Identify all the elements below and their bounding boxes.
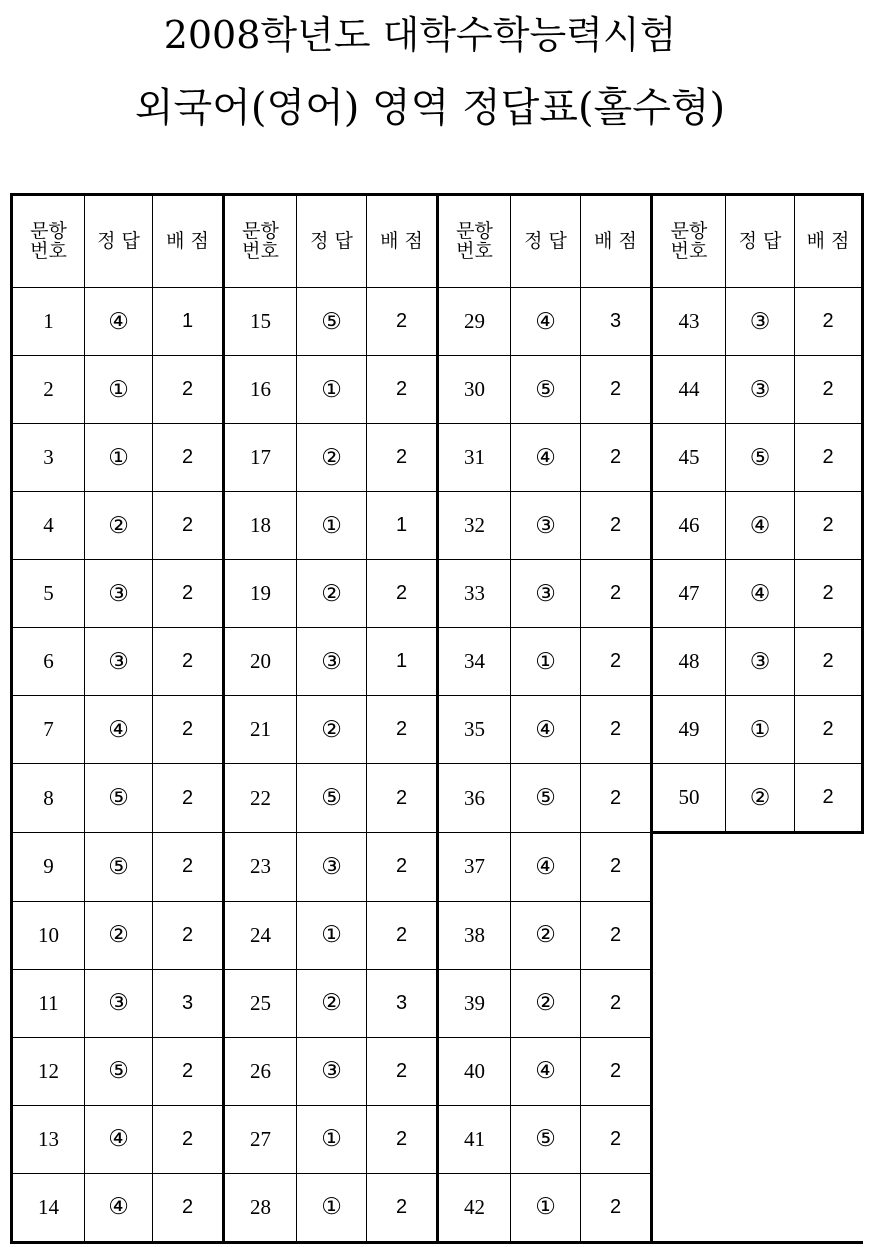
header-number-bottom: 번호	[242, 239, 279, 262]
points-cell: 2	[153, 628, 224, 696]
question-number: 4	[12, 492, 85, 560]
table-row	[12, 696, 863, 764]
answer-cell: ③	[85, 628, 153, 696]
answer-cell: ②	[511, 969, 581, 1037]
answer-cell: ①	[297, 492, 367, 560]
answer-cell: ①	[726, 696, 795, 764]
empty-cell	[652, 1173, 726, 1242]
question-number: 2	[12, 356, 85, 424]
question-number: 42	[438, 1173, 511, 1242]
points-cell: 2	[795, 560, 863, 628]
answer-cell: ②	[297, 696, 367, 764]
points-cell: 2	[153, 1105, 224, 1173]
points-cell: 2	[795, 764, 863, 833]
table-row	[12, 1037, 863, 1105]
question-number: 37	[438, 833, 511, 902]
points-cell: 3	[153, 969, 224, 1037]
points-cell: 2	[581, 696, 652, 764]
table-row	[12, 764, 863, 833]
answer-cell: ⑤	[297, 288, 367, 356]
answer-cell: ①	[297, 901, 367, 969]
table-row	[12, 969, 863, 1037]
empty-cell	[795, 1173, 863, 1242]
header-question-number	[652, 195, 726, 288]
page-title: 2008학년도 대학수학능력시험	[163, 13, 677, 57]
answer-cell: ④	[511, 424, 581, 492]
question-number: 48	[652, 628, 726, 696]
answer-cell: ③	[297, 628, 367, 696]
empty-cell	[726, 901, 795, 969]
answer-cell: ②	[297, 424, 367, 492]
question-number: 20	[224, 628, 297, 696]
empty-cell	[652, 969, 726, 1037]
points-cell: 2	[367, 696, 438, 764]
points-cell: 2	[367, 1105, 438, 1173]
answer-cell: ①	[511, 1173, 581, 1242]
header-number-bottom: 번호	[456, 239, 493, 262]
question-number: 21	[224, 696, 297, 764]
question-number: 16	[224, 356, 297, 424]
answer-cell: ①	[85, 356, 153, 424]
question-number: 10	[12, 901, 85, 969]
points-cell: 2	[581, 969, 652, 1037]
page-subtitle: 외국어(영어) 영역 정답표(홀수형)	[134, 85, 726, 131]
header-answer: 정 답	[726, 195, 795, 288]
table-row	[12, 288, 863, 356]
question-number: 5	[12, 560, 85, 628]
points-cell: 2	[581, 424, 652, 492]
answer-cell: ⑤	[297, 764, 367, 833]
empty-cell	[726, 1173, 795, 1242]
table-row	[12, 1105, 863, 1173]
points-cell: 2	[153, 901, 224, 969]
points-cell: 2	[153, 560, 224, 628]
points-cell: 2	[367, 1037, 438, 1105]
empty-cell	[795, 901, 863, 969]
header-answer: 정 답	[511, 195, 581, 288]
header-number-bottom: 번호	[30, 239, 67, 262]
question-number: 43	[652, 288, 726, 356]
question-number: 12	[12, 1037, 85, 1105]
points-cell: 1	[367, 628, 438, 696]
question-number: 32	[438, 492, 511, 560]
question-number: 24	[224, 901, 297, 969]
header-points: 배 점	[153, 195, 224, 288]
answer-cell: ③	[511, 560, 581, 628]
answer-cell: ③	[726, 356, 795, 424]
answer-cell: ⑤	[511, 1105, 581, 1173]
question-number: 38	[438, 901, 511, 969]
points-cell: 2	[367, 560, 438, 628]
header-number-top: 문항	[30, 219, 67, 242]
question-number: 34	[438, 628, 511, 696]
table-row	[12, 901, 863, 969]
points-cell: 2	[795, 492, 863, 560]
answer-cell: ⑤	[511, 356, 581, 424]
answer-cell: ④	[726, 560, 795, 628]
points-cell: 2	[153, 356, 224, 424]
points-cell: 2	[153, 424, 224, 492]
answer-cell: ④	[85, 696, 153, 764]
answer-cell: ①	[85, 424, 153, 492]
table-row	[12, 424, 863, 492]
points-cell: 2	[367, 1173, 438, 1242]
answer-cell: ④	[85, 1173, 153, 1242]
answer-cell: ③	[726, 628, 795, 696]
question-number: 50	[652, 764, 726, 833]
points-cell: 3	[581, 288, 652, 356]
points-cell: 2	[581, 1037, 652, 1105]
question-number: 19	[224, 560, 297, 628]
answer-key-table	[10, 193, 864, 1244]
points-cell: 2	[581, 492, 652, 560]
answer-cell: ④	[85, 1105, 153, 1173]
points-cell: 2	[581, 833, 652, 902]
question-number: 1	[12, 288, 85, 356]
points-cell: 2	[795, 356, 863, 424]
points-cell: 2	[367, 356, 438, 424]
question-number: 36	[438, 764, 511, 833]
points-cell: 2	[153, 764, 224, 833]
header-question-number	[224, 195, 297, 288]
points-cell: 2	[367, 764, 438, 833]
empty-cell	[795, 1037, 863, 1105]
question-number: 28	[224, 1173, 297, 1242]
question-number: 18	[224, 492, 297, 560]
question-number: 44	[652, 356, 726, 424]
empty-cell	[795, 1105, 863, 1173]
points-cell: 1	[367, 492, 438, 560]
header-row	[12, 195, 863, 288]
answer-cell: ②	[511, 901, 581, 969]
header-points: 배 점	[367, 195, 438, 288]
question-number: 30	[438, 356, 511, 424]
header-question-number	[12, 195, 85, 288]
points-cell: 2	[795, 696, 863, 764]
answer-cell: ①	[297, 1105, 367, 1173]
points-cell: 2	[795, 424, 863, 492]
empty-cell	[652, 833, 726, 902]
answer-cell: ②	[85, 901, 153, 969]
answer-cell: ②	[85, 492, 153, 560]
question-number: 17	[224, 424, 297, 492]
empty-cell	[795, 833, 863, 902]
question-number: 14	[12, 1173, 85, 1242]
table-row	[12, 1173, 863, 1242]
points-cell: 2	[153, 696, 224, 764]
points-cell: 2	[795, 288, 863, 356]
answer-cell: ④	[85, 288, 153, 356]
empty-cell	[652, 1037, 726, 1105]
question-number: 49	[652, 696, 726, 764]
points-cell: 2	[581, 628, 652, 696]
points-cell: 2	[153, 492, 224, 560]
question-number: 40	[438, 1037, 511, 1105]
points-cell: 2	[367, 424, 438, 492]
question-number: 23	[224, 833, 297, 902]
answer-cell: ③	[85, 560, 153, 628]
answer-cell: ②	[297, 969, 367, 1037]
question-number: 8	[12, 764, 85, 833]
points-cell: 2	[153, 1037, 224, 1105]
answer-cell: ②	[297, 560, 367, 628]
answer-cell: ①	[297, 1173, 367, 1242]
header-points: 배 점	[795, 195, 863, 288]
answer-cell: ④	[511, 696, 581, 764]
answer-cell: ⑤	[85, 764, 153, 833]
empty-cell	[652, 1105, 726, 1173]
empty-cell	[726, 969, 795, 1037]
question-number: 46	[652, 492, 726, 560]
empty-cell	[726, 833, 795, 902]
empty-cell	[726, 1105, 795, 1173]
header-points: 배 점	[581, 195, 652, 288]
points-cell: 2	[581, 764, 652, 833]
question-number: 13	[12, 1105, 85, 1173]
question-number: 26	[224, 1037, 297, 1105]
question-number: 11	[12, 969, 85, 1037]
empty-cell	[795, 969, 863, 1037]
question-number: 31	[438, 424, 511, 492]
answer-cell: ④	[726, 492, 795, 560]
points-cell: 2	[367, 833, 438, 902]
header-question-number	[438, 195, 511, 288]
question-number: 7	[12, 696, 85, 764]
points-cell: 1	[153, 288, 224, 356]
points-cell: 3	[367, 969, 438, 1037]
answer-cell: ④	[511, 288, 581, 356]
answer-cell: ①	[511, 628, 581, 696]
answer-cell: ⑤	[85, 1037, 153, 1105]
empty-cell	[652, 901, 726, 969]
question-number: 15	[224, 288, 297, 356]
header-number-top: 문항	[242, 219, 279, 242]
points-cell: 2	[581, 560, 652, 628]
header-number-top: 문항	[456, 219, 493, 242]
answer-cell: ①	[297, 356, 367, 424]
answer-cell: ⑤	[85, 833, 153, 902]
answer-cell: ③	[297, 833, 367, 902]
question-number: 45	[652, 424, 726, 492]
header-answer: 정 답	[297, 195, 367, 288]
points-cell: 2	[581, 901, 652, 969]
question-number: 25	[224, 969, 297, 1037]
question-number: 3	[12, 424, 85, 492]
header-number-top: 문항	[670, 219, 708, 242]
table-row	[12, 560, 863, 628]
answer-cell: ③	[726, 288, 795, 356]
question-number: 27	[224, 1105, 297, 1173]
empty-cell	[726, 1037, 795, 1105]
answer-cell: ⑤	[511, 764, 581, 833]
table-row	[12, 492, 863, 560]
answer-cell: ③	[85, 969, 153, 1037]
points-cell: 2	[367, 901, 438, 969]
points-cell: 2	[581, 356, 652, 424]
answer-cell: ⑤	[726, 424, 795, 492]
question-number: 35	[438, 696, 511, 764]
answer-cell: ②	[726, 764, 795, 833]
question-number: 29	[438, 288, 511, 356]
points-cell: 2	[367, 288, 438, 356]
answer-cell: ③	[511, 492, 581, 560]
points-cell: 2	[581, 1173, 652, 1242]
question-number: 22	[224, 764, 297, 833]
table-row	[12, 833, 863, 902]
answer-cell: ④	[511, 833, 581, 902]
points-cell: 2	[581, 1105, 652, 1173]
points-cell: 2	[153, 1173, 224, 1242]
points-cell: 2	[795, 628, 863, 696]
answer-cell: ④	[511, 1037, 581, 1105]
header-answer: 정 답	[85, 195, 153, 288]
table-row	[12, 628, 863, 696]
question-number: 33	[438, 560, 511, 628]
header-number-bottom: 번호	[670, 239, 708, 262]
question-number: 6	[12, 628, 85, 696]
question-number: 41	[438, 1105, 511, 1173]
question-number: 39	[438, 969, 511, 1037]
question-number: 9	[12, 833, 85, 902]
answer-cell: ③	[297, 1037, 367, 1105]
points-cell: 2	[153, 833, 224, 902]
question-number: 47	[652, 560, 726, 628]
table-row	[12, 356, 863, 424]
